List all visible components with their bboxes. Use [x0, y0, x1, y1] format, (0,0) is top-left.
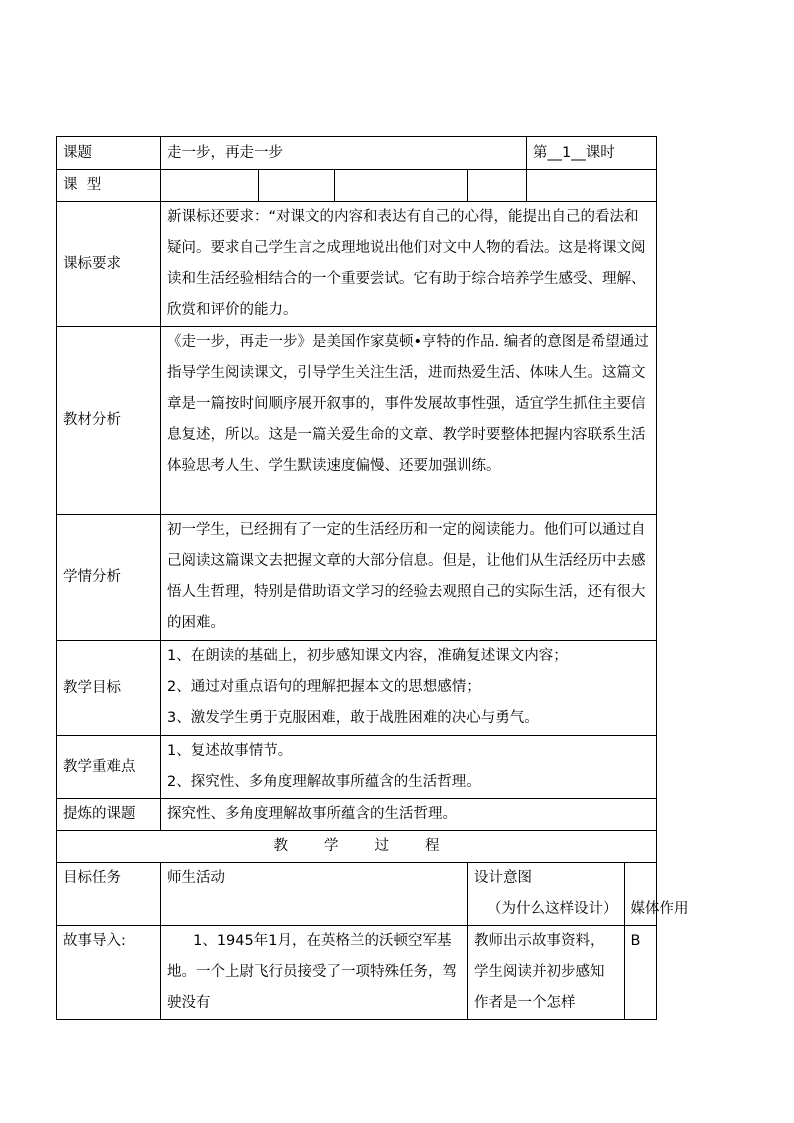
type-cell-1	[161, 170, 259, 202]
material-text: 《走一步，再走一步》是美国作家莫顿•亨特的作品. 编者的意图是希望通过指导学生阅读课文，引导学生关注生活，进而热爱生活、体味人生。这篇文章是一篇按时间顺序展开叙事的，事件发展故事性强，适宜学生抓住主要信息复述，所以。这是一篇关爱生命的文章、教学时要整体把握内容联系生活体验思考人生、学生默读速度偏慢、还要加强训练。	[161, 327, 657, 515]
objective-item: 1、在朗读的基础上，初步感知课文内容，准确复述课文内容；	[167, 648, 568, 664]
activity-column-header: 师生活动	[161, 863, 468, 926]
design-media-subtable	[468, 863, 689, 925]
task-column-header: 目标任务	[57, 863, 161, 926]
topic-label: 课题	[57, 137, 161, 170]
type-label: 课 型	[57, 170, 161, 202]
process-heading-char: 过	[374, 838, 389, 854]
objectives-label: 教学目标	[57, 641, 161, 736]
design-column-header	[468, 863, 624, 925]
process-header-row	[57, 831, 657, 863]
process-design-media	[468, 926, 657, 1020]
type-row	[57, 170, 657, 202]
process-media: B	[630, 933, 641, 949]
objectives-row	[57, 641, 657, 736]
process-design: 教师出示故事资料，学生阅读并初步感知作者是一个怎样	[468, 926, 624, 1019]
design-media-header	[468, 863, 689, 926]
process-design-media-subtable	[468, 926, 656, 1019]
key-point-item: 2、探究性、多角度理解故事所蕴含的生活哲理。	[167, 774, 481, 790]
standards-text: 新课标还要求：“对课文的内容和表达有自己的心得，能提出自己的看法和疑问。要求自己学生言之成理地说出他们对文中人物的看法。这是将课文阅读和生活经验相结合的一个重要尝试。它有助于综合培养学生感受、理解、欣赏和评价的能力。	[161, 202, 657, 327]
type-cell-3	[335, 170, 468, 202]
standards-row	[57, 202, 657, 327]
process-task: 故事导入:	[57, 926, 161, 1020]
process-heading	[57, 831, 657, 863]
key-point-item: 1、复述故事情节。	[167, 743, 293, 759]
process-row	[57, 926, 657, 1020]
type-cell-4	[468, 170, 527, 202]
lesson-plan-table	[56, 136, 689, 1020]
process-heading-char: 学	[324, 838, 339, 854]
process-heading-char: 教	[273, 838, 288, 854]
refined-topic-row	[57, 799, 657, 831]
design-subtitle: （为什么这样设计）	[487, 901, 618, 917]
learners-text: 初一学生，已经拥有了一定的生活经历和一定的阅读能力。他们可以通过自己阅读这篇课文去把握文章的大部分信息。但是，让他们从生活经历中去感悟人生哲理，特别是借助语文学习的经验去观照自己的实际生活，还有很大的困难。	[161, 515, 657, 641]
topic-row	[57, 137, 657, 170]
process-heading-char: 程	[425, 838, 440, 854]
key-points-row	[57, 736, 657, 799]
refined-topic-label: 提炼的课题	[57, 799, 161, 831]
key-points-label: 教学重难点	[57, 736, 161, 799]
type-cell-5	[527, 170, 657, 202]
lesson-title: 走一步，再走一步	[161, 137, 527, 170]
objective-item: 2、通过对重点语句的理解把握本文的思想感情；	[167, 679, 481, 695]
process-activity: 1、1945年1月，在英格兰的沃顿空军基地。一个上尉飞行员接受了一项特殊任务，驾驶没有	[161, 926, 468, 1020]
learners-label: 学情分析	[57, 515, 161, 641]
refined-topic-text: 探究性、多角度理解故事所蕴含的生活哲理。	[161, 799, 657, 831]
type-cell-2	[259, 170, 335, 202]
objectives-list	[161, 641, 657, 736]
media-column-header: 媒体作用	[630, 901, 689, 917]
process-columns-row	[57, 863, 657, 926]
material-label: 教材分析	[57, 327, 161, 515]
key-points-list	[161, 736, 657, 799]
objective-item: 3、激发学生勇于克服困难，敢于战胜困难的决心与勇气。	[167, 710, 539, 726]
material-row	[57, 327, 657, 515]
lesson-number: 第__1__课时	[527, 137, 657, 170]
design-title: 设计意图	[474, 870, 532, 886]
learners-row	[57, 515, 657, 641]
standards-label: 课标要求	[57, 202, 161, 327]
